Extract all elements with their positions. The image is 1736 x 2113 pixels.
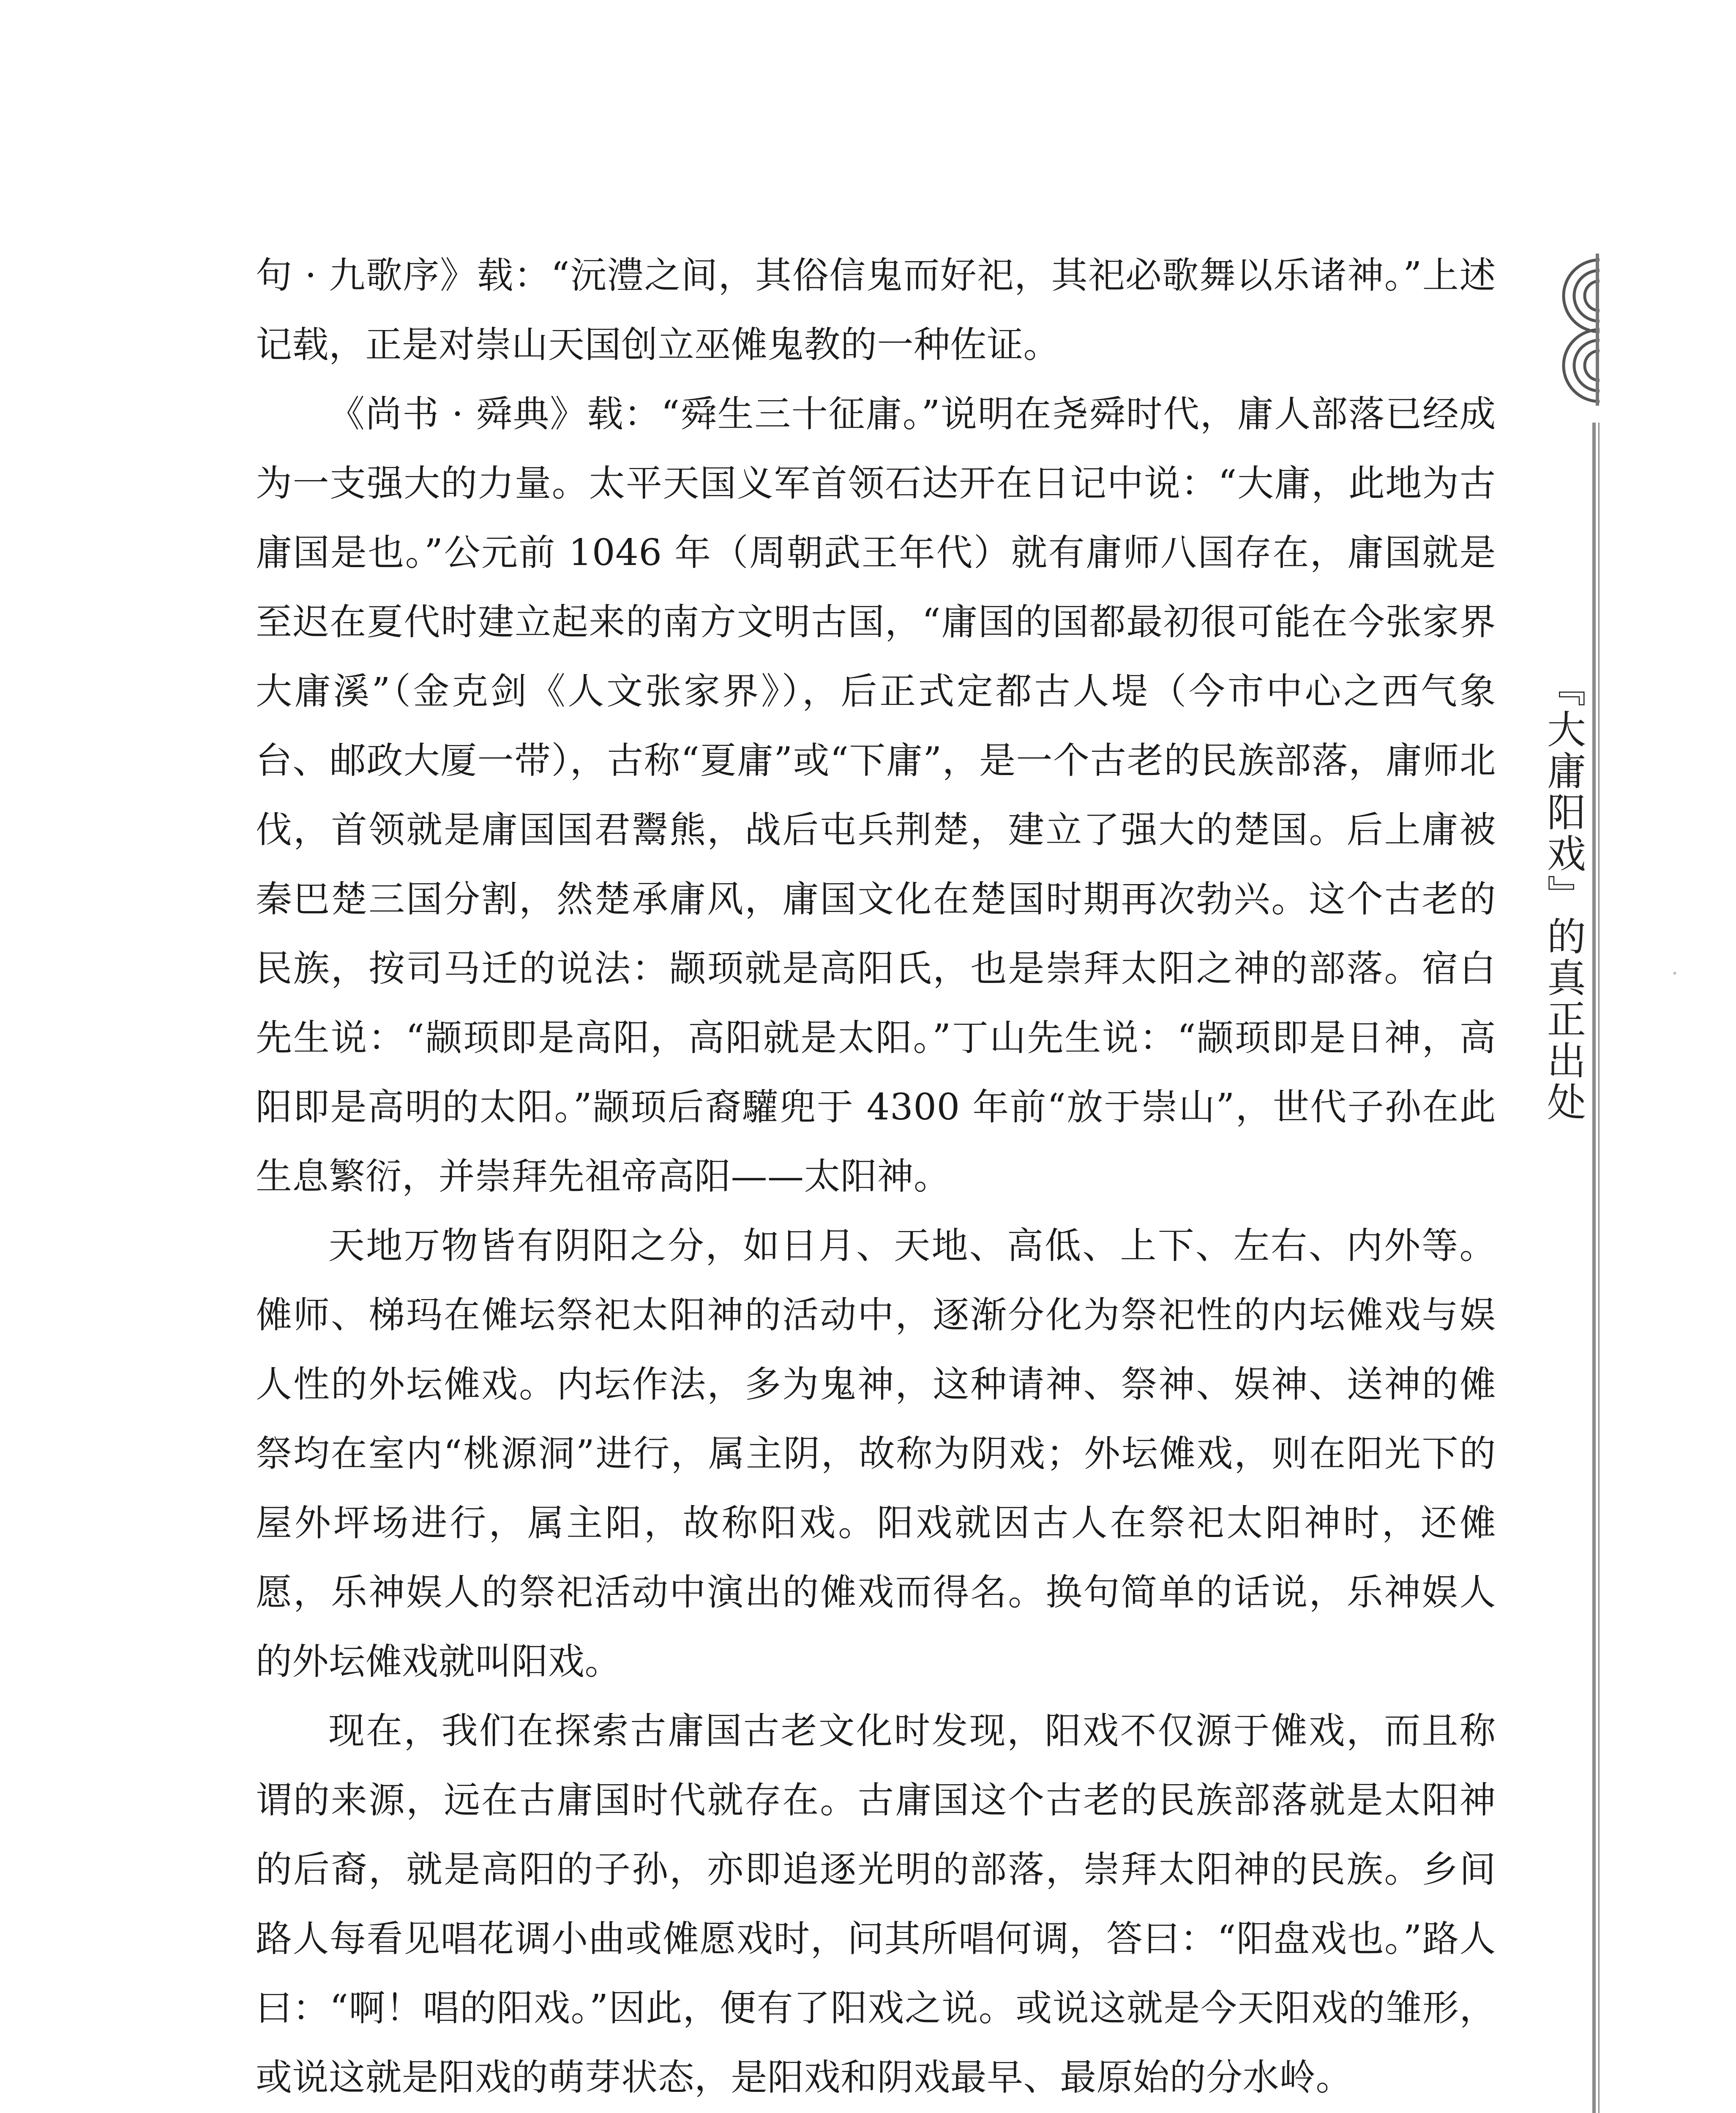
side-margin xyxy=(1521,254,1597,2113)
paragraph-continuation: 句 · 九歌序》载：“沅澧之间，其俗信鬼而好祀，其祀必歌舞以乐诸神。”上述记载，正是对崇山天国创立巫傩鬼教的一种佐证。 xyxy=(256,254,1496,366)
cloud-ornament-icon xyxy=(1521,254,1602,406)
margin-rule xyxy=(1592,423,1596,2113)
running-chapter-title: 『大庸阳戏』的真正出处 xyxy=(1541,668,1586,1123)
paragraph: 《尚书 · 舜典》载：“舜生三十征庸。”说明在尧舜时代，庸人部落已经成为一支强大的力量。太平天国义军首领石达开在日记中说：“大庸，此地为古庸国是也。”公元前 1046 年（周朝武王年代）就有庸师八国存在，庸国就是至迟在夏代时建立起来的南方文明古国，“庸国的国都最初很可能在今张家界大庸溪”（金克剑《人文张家界》），后正式定都古人堤（今市中心之西气象台、邮政大厦一带），古称“夏庸”或“下庸”，是一个古老的民族部落，庸师北伐，首领就是庸国国君鬻熊，战后屯兵荆楚，建立了强大的楚国。后上庸被秦巴楚三国分割，然楚承庸风，庸国文化在楚国时期再次勃兴。这个古老的民族，按司马迁的说法：颛顼就是高阳氏，也是崇拜太阳之神的部落。宿白先生说：“颛顼即是高阳，高阳就是太阳。”丁山先生说：“颛顼即是日神，高阳即是高明的太阳。”颛顼后裔驩兜于 4300 年前“放于崇山”，世代子孙在此生息繁衍，并崇拜先祖帝高阳——太阳神。 xyxy=(256,393,1496,1198)
margin-rule-thin xyxy=(1598,423,1600,2113)
margin-dot xyxy=(1673,972,1676,975)
paragraph: 天地万物皆有阴阳之分，如日月、天地、高低、上下、左右、内外等。傩师、梯玛在傩坛祭祀太阳神的活动中，逐渐分化为祭祀性的内坛傩戏与娱人性的外坛傩戏。内坛作法，多为鬼神，这种请神、祭神、娱神、送神的傩祭均在室内“桃源洞”进行，属主阴，故称为阴戏；外坛傩戏，则在阳光下的屋外坪场进行，属主阳，故称阳戏。阳戏就因古人在祭祀太阳神时，还傩愿，乐神娱人的祭祀活动中演出的傩戏而得名。换句简单的话说，乐神娱人的外坛傩戏就叫阳戏。 xyxy=(256,1225,1496,1683)
body-text xyxy=(256,241,1496,2113)
paragraph: 现在，我们在探索古庸国古老文化时发现，阳戏不仅源于傩戏，而且称谓的来源，远在古庸国时代就存在。古庸国这个古老的民族部落就是太阳神的后裔，就是高阳的子孙，亦即追逐光明的部落，崇拜太阳神的民族。乡间路人每看见唱花调小曲或傩愿戏时，问其所唱何调，答曰：“阳盘戏也。”路人曰：“啊！唱的阳戏。”因此，便有了阳戏之说。或说这就是今天阳戏的雏形，或说这就是阳戏的萌芽状态，是阳戏和阴戏最早、最原始的分水岭。 xyxy=(256,1710,1496,2099)
